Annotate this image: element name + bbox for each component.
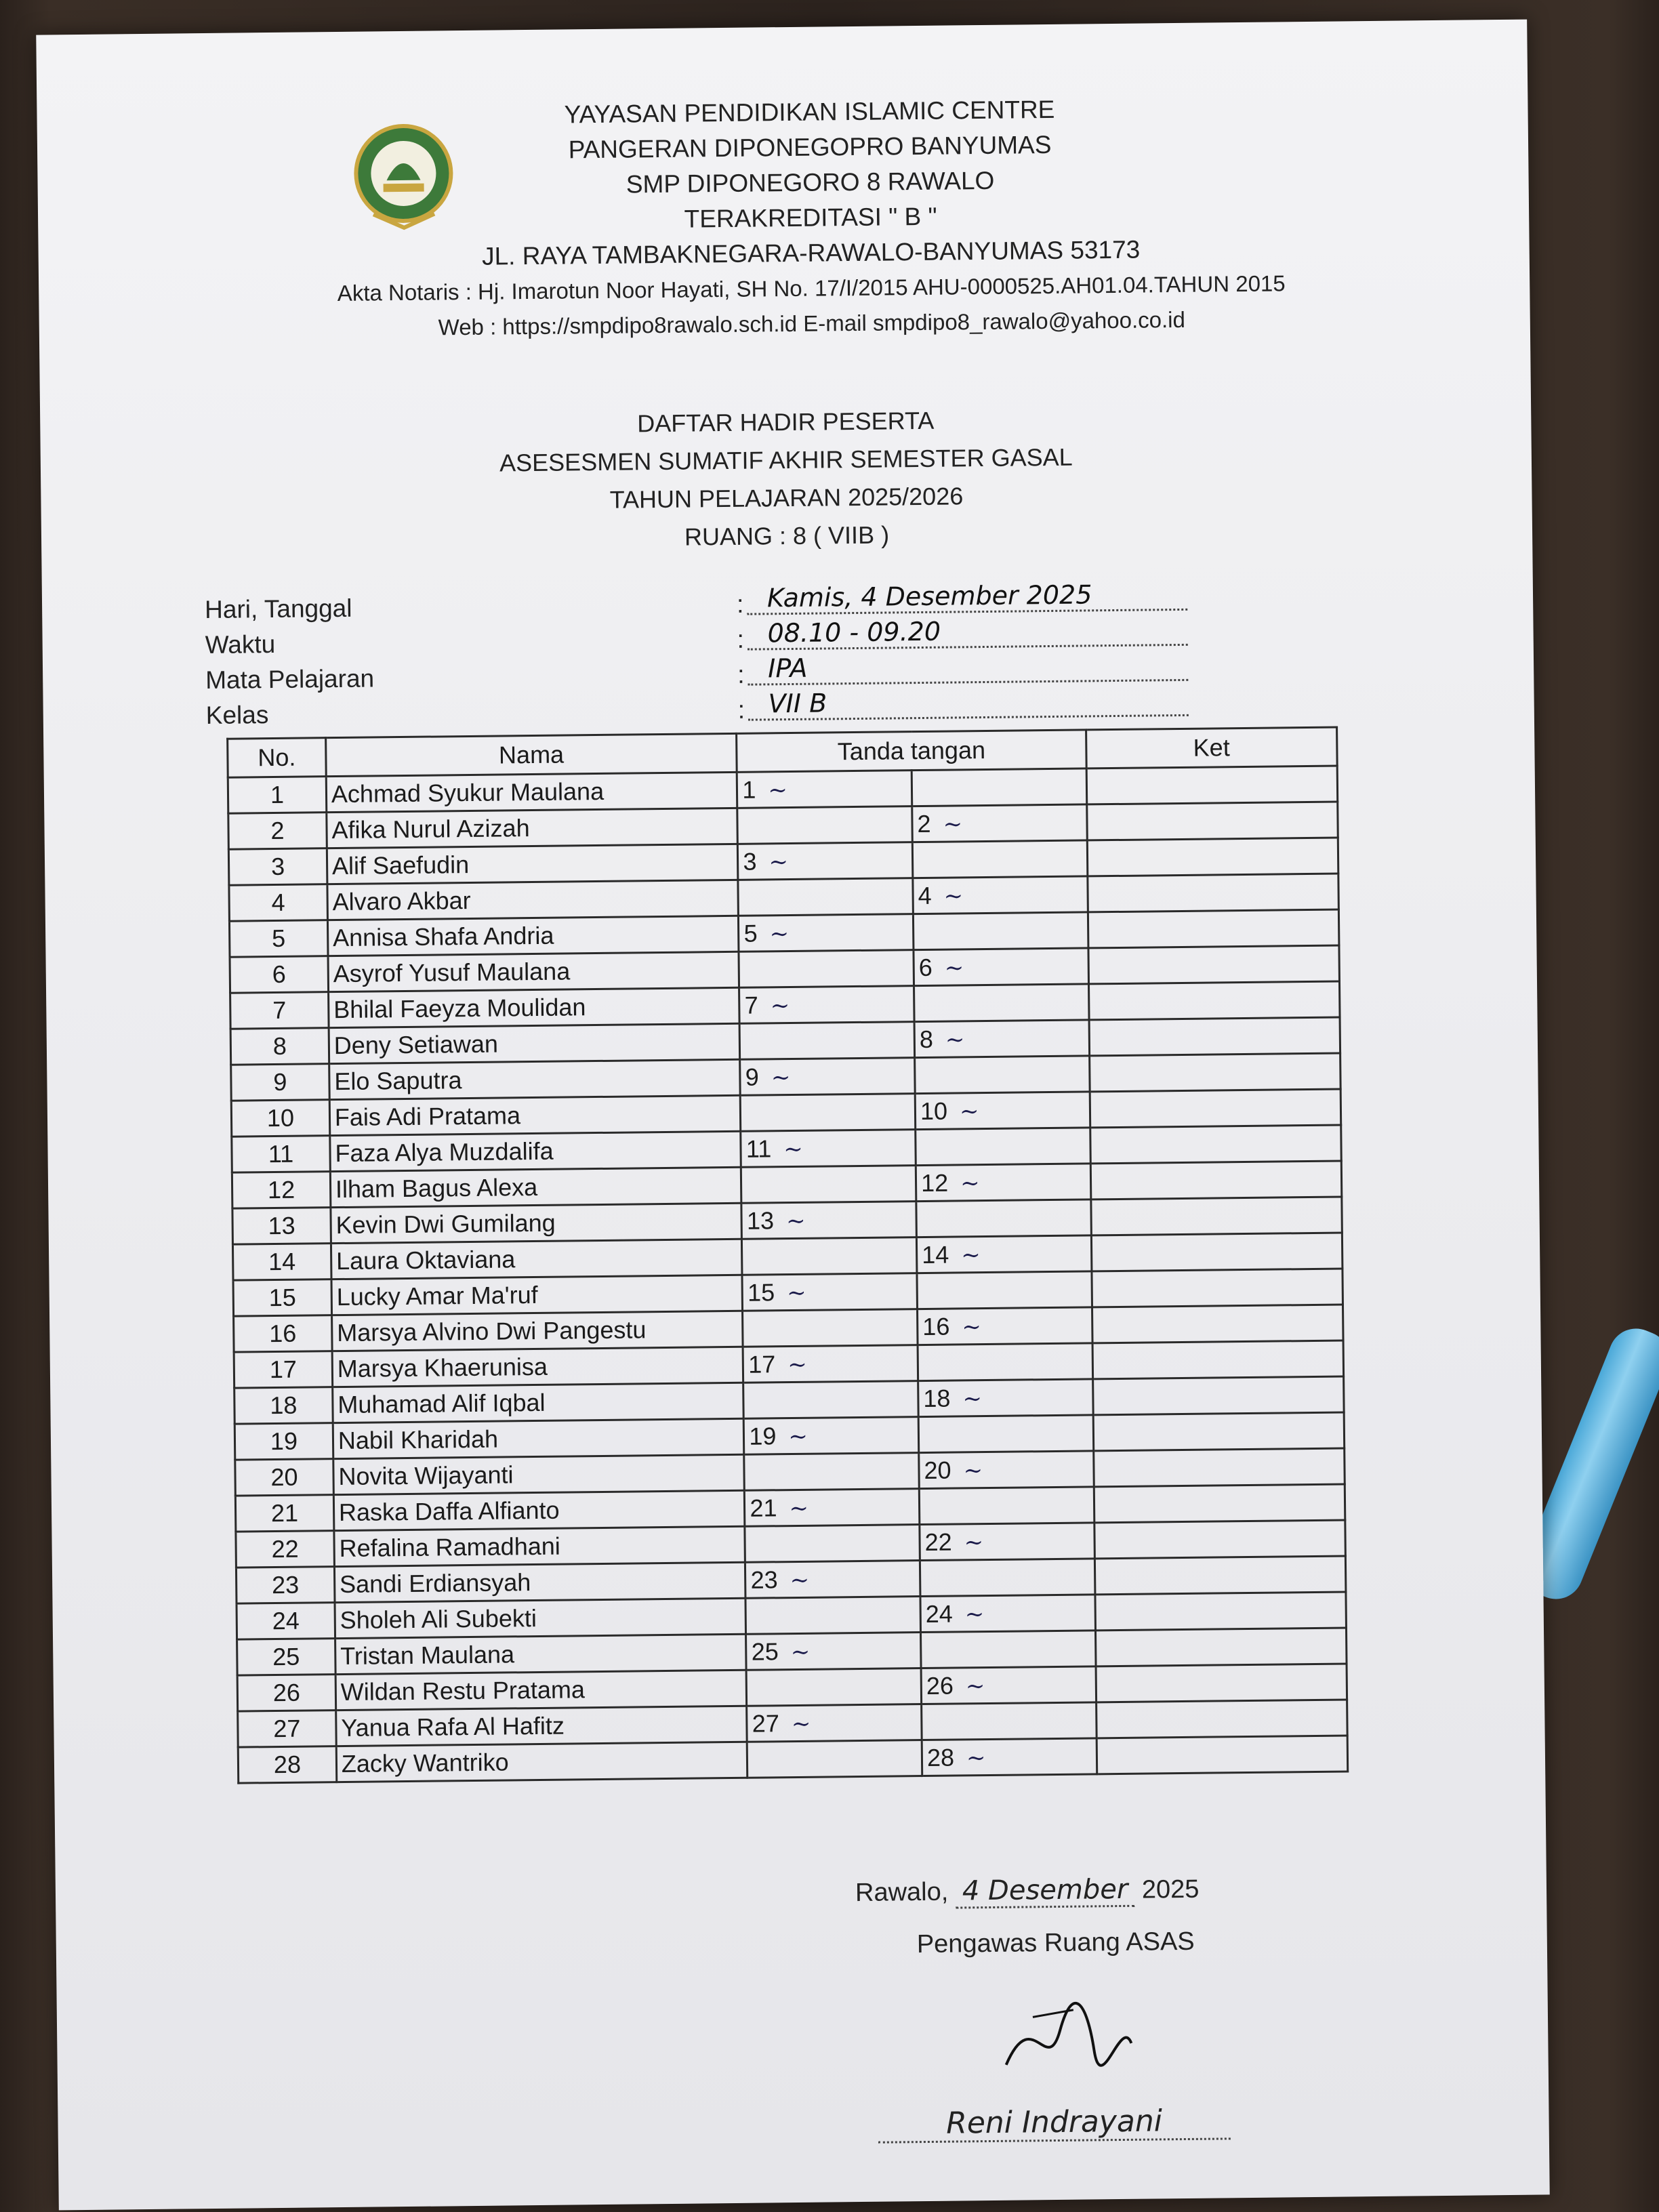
student-signature: ~ bbox=[788, 1422, 808, 1451]
signature-cell-left bbox=[744, 1453, 919, 1491]
note-cell bbox=[1090, 1125, 1341, 1164]
student-name: Annisa Shafa Andria bbox=[327, 916, 739, 956]
student-signature: ~ bbox=[966, 1744, 986, 1772]
student-signature: ~ bbox=[962, 1385, 983, 1413]
title-line: TAHUN PELAJARAN 2025/2026 bbox=[609, 482, 964, 514]
note-cell bbox=[1095, 1628, 1347, 1666]
row-number: 9 bbox=[231, 1064, 329, 1101]
letterhead-line: YAYASAN PENDIDIKAN ISLAMIC CENTRE bbox=[564, 95, 1055, 129]
note-cell bbox=[1097, 1736, 1348, 1774]
note-cell bbox=[1090, 1089, 1341, 1128]
student-signature: ~ bbox=[785, 1207, 806, 1235]
signature-cell-left: 25 ~ bbox=[746, 1633, 921, 1671]
row-number: 4 bbox=[229, 884, 327, 922]
student-name: Alif Saefudin bbox=[327, 844, 738, 884]
signature-cell-left bbox=[738, 878, 913, 916]
student-signature: ~ bbox=[964, 1529, 984, 1557]
meta-time: Waktu : 08.10 - 09.20 bbox=[205, 613, 1221, 659]
meta-value: IPA bbox=[747, 649, 1188, 686]
student-signature: ~ bbox=[768, 777, 788, 804]
student-signature: ~ bbox=[961, 1242, 981, 1269]
note-cell bbox=[1093, 1412, 1345, 1451]
signature-cell-right bbox=[922, 1702, 1097, 1740]
meta-value: 08.10 - 09.20 bbox=[747, 614, 1187, 651]
signature-cell-right bbox=[913, 912, 1088, 950]
student-signature: ~ bbox=[943, 882, 964, 910]
signature-cell-left bbox=[747, 1740, 922, 1778]
letterhead-line: SMP DIPONEGORO 8 RAWALO bbox=[626, 166, 995, 199]
student-name: Tristan Maulana bbox=[335, 1634, 746, 1674]
signature-cell-right bbox=[917, 1271, 1092, 1309]
signature-cell-left: 19 ~ bbox=[744, 1417, 919, 1455]
note-cell bbox=[1092, 1340, 1344, 1379]
student-name: Laura Oktaviana bbox=[331, 1239, 742, 1279]
header-no: No. bbox=[228, 738, 326, 778]
letterhead-notary: Akta Notaris : Hj. Imarotun Noor Hayati, SH No. 17/I/2015 AHU-0000525.AH01.04.TAHUN 2015 bbox=[337, 270, 1286, 306]
attendance-table bbox=[226, 726, 1349, 1784]
signature-cell-right bbox=[918, 1415, 1093, 1453]
note-cell bbox=[1096, 1700, 1347, 1738]
meta-class: Kelas : VII B bbox=[205, 684, 1222, 730]
row-number: 5 bbox=[229, 920, 327, 958]
note-cell bbox=[1086, 766, 1338, 804]
letterhead-line: PANGERAN DIPONEGOPRO BANYUMAS bbox=[568, 130, 1052, 164]
student-signature: ~ bbox=[959, 1098, 979, 1126]
signature-cell-right: 12 ~ bbox=[916, 1164, 1090, 1202]
signature-cell-left bbox=[739, 950, 914, 988]
signature-cell-left: 13 ~ bbox=[741, 1202, 916, 1240]
note-cell bbox=[1092, 1269, 1343, 1307]
signature-cell-right: 14 ~ bbox=[916, 1235, 1091, 1273]
student-name: Yanua Rafa Al Hafitz bbox=[336, 1706, 747, 1746]
student-name: Achmad Syukur Maulana bbox=[326, 772, 737, 812]
note-cell bbox=[1089, 1017, 1340, 1056]
row-number: 17 bbox=[234, 1351, 332, 1389]
row-number: 11 bbox=[232, 1136, 330, 1173]
student-signature: ~ bbox=[965, 1673, 985, 1700]
signature-cell-left: 21 ~ bbox=[745, 1489, 920, 1527]
signature-cell-left bbox=[743, 1309, 918, 1347]
signature-cell-right: 6 ~ bbox=[914, 948, 1088, 986]
signature-cell-left: 1 ~ bbox=[737, 771, 912, 808]
handwritten-date: 4 Desember bbox=[956, 1874, 1135, 1909]
supervisor-name: Reni Indrayani bbox=[878, 2103, 1231, 2143]
title-line: ASESESMEN SUMATIF AKHIR SEMESTER GASAL bbox=[499, 443, 1073, 477]
letterhead-line: TERAKREDITASI " B " bbox=[684, 202, 937, 233]
signature-cell-left: 15 ~ bbox=[742, 1273, 917, 1311]
row-number: 7 bbox=[230, 992, 329, 1029]
student-name: Deny Setiawan bbox=[329, 1023, 740, 1063]
student-signature: ~ bbox=[945, 1026, 965, 1054]
signature-cell-right bbox=[916, 1128, 1090, 1166]
note-cell bbox=[1086, 802, 1338, 840]
student-name: Alvaro Akbar bbox=[327, 880, 739, 920]
row-number: 24 bbox=[237, 1603, 335, 1640]
signature-cell-left: 3 ~ bbox=[738, 842, 913, 880]
signature-cell-right bbox=[921, 1631, 1096, 1668]
row-number: 25 bbox=[237, 1639, 335, 1676]
row-number: 18 bbox=[234, 1387, 333, 1425]
signature-cell-right: 8 ~ bbox=[914, 1020, 1089, 1058]
student-signature: ~ bbox=[786, 1279, 806, 1307]
student-signature: ~ bbox=[790, 1638, 811, 1666]
year-text: 2025 bbox=[1141, 1875, 1200, 1904]
exam-info bbox=[205, 578, 1223, 730]
student-name: Lucky Amar Ma'ruf bbox=[331, 1275, 743, 1315]
meta-label: Kelas bbox=[205, 701, 269, 730]
student-signature: ~ bbox=[964, 1601, 985, 1629]
letterhead-address: JL. RAYA TAMBAKNEGARA-RAWALO-BANYUMAS 53173 bbox=[481, 235, 1141, 270]
signature-cell-left bbox=[737, 806, 912, 844]
meta-value: Kamis, 4 Desember 2025 bbox=[747, 579, 1187, 615]
row-number: 28 bbox=[238, 1746, 336, 1784]
student-signature: ~ bbox=[783, 1135, 804, 1164]
row-number: 1 bbox=[228, 777, 326, 814]
row-number: 13 bbox=[232, 1208, 331, 1245]
signature-cell-right bbox=[916, 1200, 1091, 1237]
row-number: 15 bbox=[233, 1279, 331, 1317]
row-number: 16 bbox=[234, 1315, 332, 1353]
note-cell bbox=[1092, 1376, 1344, 1415]
signature-cell-left bbox=[742, 1237, 917, 1275]
signature-cell-right: 2 ~ bbox=[912, 804, 1087, 842]
signature-cell-left bbox=[745, 1525, 920, 1563]
note-cell bbox=[1088, 909, 1339, 948]
meta-value: VII B bbox=[747, 684, 1188, 721]
student-signature: ~ bbox=[770, 992, 790, 1020]
student-name: Bhilal Faeyza Moulidan bbox=[328, 987, 739, 1027]
student-name: Afika Nurul Azizah bbox=[327, 808, 738, 848]
signature-cell-right: 26 ~ bbox=[921, 1666, 1096, 1704]
student-name: Sholeh Ali Subekti bbox=[335, 1598, 746, 1638]
signature-cell-right: 28 ~ bbox=[922, 1738, 1097, 1776]
signature-cell-left: 23 ~ bbox=[745, 1561, 920, 1599]
school-letterhead bbox=[281, 89, 1340, 346]
signature-cell-right: 22 ~ bbox=[920, 1523, 1094, 1561]
student-name: Muhamad Alif Iqbal bbox=[333, 1382, 744, 1422]
student-name: Novita Wijayanti bbox=[333, 1454, 745, 1494]
signature-cell-left bbox=[741, 1166, 916, 1204]
signature-cell-left bbox=[739, 1022, 914, 1060]
student-name: Kevin Dwi Gumilang bbox=[331, 1203, 742, 1243]
note-cell bbox=[1095, 1592, 1347, 1631]
signature-cell-left bbox=[743, 1381, 918, 1419]
signature-block bbox=[855, 1872, 1330, 2141]
student-name: Sandi Erdiansyah bbox=[334, 1562, 745, 1602]
row-number: 6 bbox=[230, 956, 328, 994]
row-number: 8 bbox=[230, 1028, 329, 1065]
student-name: Marsya Khaerunisa bbox=[332, 1347, 743, 1387]
signature-cell-right: 18 ~ bbox=[918, 1379, 1093, 1417]
signature-cell-right: 16 ~ bbox=[918, 1307, 1092, 1345]
note-cell bbox=[1094, 1520, 1345, 1559]
signature-cell-left bbox=[746, 1668, 921, 1706]
student-name: Elo Saputra bbox=[329, 1059, 741, 1099]
note-cell bbox=[1094, 1484, 1345, 1523]
document-title bbox=[447, 400, 1126, 558]
signature-cell-left: 9 ~ bbox=[740, 1058, 915, 1096]
signature-cell-left: 17 ~ bbox=[743, 1345, 918, 1383]
signature-cell-left: 27 ~ bbox=[747, 1704, 922, 1742]
row-number: 12 bbox=[232, 1172, 330, 1209]
row-number: 22 bbox=[236, 1531, 334, 1568]
signature-cell-right bbox=[920, 1559, 1094, 1597]
signature-cell-right bbox=[915, 1056, 1090, 1094]
note-cell bbox=[1092, 1305, 1343, 1343]
meta-label: Hari, Tanggal bbox=[204, 594, 352, 624]
signature-cell-left bbox=[745, 1597, 920, 1635]
row-number: 3 bbox=[228, 848, 327, 886]
attendance-sheet bbox=[36, 20, 1549, 2211]
student-signature: ~ bbox=[962, 1313, 982, 1341]
signature-cell-right: 4 ~ bbox=[913, 876, 1088, 914]
student-name: Faza Alya Muzdalifa bbox=[330, 1131, 741, 1171]
supervisor-signature bbox=[992, 1989, 1142, 2085]
student-name: Raska Daffa Alfianto bbox=[333, 1490, 745, 1530]
note-cell bbox=[1090, 1161, 1342, 1200]
signature-cell-right: 10 ~ bbox=[915, 1092, 1090, 1130]
row-number: 21 bbox=[235, 1495, 333, 1532]
student-name: Asyrof Yusuf Maulana bbox=[328, 951, 739, 991]
header-name: Nama bbox=[326, 733, 737, 776]
student-signature: ~ bbox=[769, 920, 790, 948]
signature-cell-right bbox=[918, 1343, 1092, 1381]
signature-cell-left bbox=[741, 1094, 916, 1132]
student-signature: ~ bbox=[943, 811, 963, 838]
student-name: Refalina Ramadhani bbox=[334, 1526, 745, 1566]
signature-cell-right bbox=[914, 984, 1089, 1022]
row-number: 19 bbox=[234, 1423, 333, 1460]
student-name: Wildan Restu Pratama bbox=[335, 1670, 747, 1710]
note-cell bbox=[1090, 1197, 1342, 1235]
row-number: 23 bbox=[236, 1567, 334, 1604]
title-line: RUANG : 8 ( VIIB ) bbox=[684, 520, 890, 551]
signature-cell-right: 24 ~ bbox=[920, 1595, 1095, 1633]
note-cell bbox=[1091, 1233, 1343, 1271]
header-signature: Tanda tangan bbox=[737, 730, 1086, 772]
note-cell bbox=[1093, 1448, 1345, 1487]
student-signature: ~ bbox=[944, 954, 964, 982]
row-number: 2 bbox=[228, 813, 327, 850]
row-number: 27 bbox=[238, 1711, 336, 1748]
note-cell bbox=[1087, 838, 1338, 876]
signature-cell-right: 20 ~ bbox=[919, 1451, 1094, 1489]
note-cell bbox=[1096, 1664, 1347, 1702]
row-number: 26 bbox=[237, 1675, 335, 1712]
meta-label: Mata Pelajaran bbox=[205, 664, 375, 695]
student-name: Marsya Alvino Dwi Pangestu bbox=[331, 1311, 743, 1351]
student-name: Zacky Wantriko bbox=[336, 1742, 747, 1782]
student-name: Fais Adi Pratama bbox=[329, 1095, 741, 1135]
note-cell bbox=[1087, 874, 1338, 912]
title-line: DAFTAR HADIR PESERTA bbox=[637, 406, 935, 438]
student-signature: ~ bbox=[787, 1351, 808, 1379]
signature-cell-left: 7 ~ bbox=[739, 986, 914, 1024]
student-signature: ~ bbox=[960, 1170, 980, 1197]
note-cell bbox=[1088, 981, 1340, 1020]
supervisor-role: Pengawas Ruang ASAS bbox=[916, 1927, 1195, 1959]
student-signature: ~ bbox=[963, 1457, 983, 1485]
student-name: Ilham Bagus Alexa bbox=[330, 1167, 741, 1207]
signature-cell-left: 11 ~ bbox=[741, 1130, 916, 1168]
place-text: Rawalo, bbox=[855, 1877, 949, 1908]
signature-cell-right bbox=[912, 769, 1086, 806]
signature-cell-right bbox=[912, 840, 1087, 878]
student-signature: ~ bbox=[769, 848, 789, 876]
student-name: Nabil Kharidah bbox=[333, 1418, 744, 1458]
note-cell bbox=[1094, 1556, 1346, 1595]
signature-cell-right bbox=[919, 1487, 1094, 1525]
meta-subject: Mata Pelajaran : IPA bbox=[205, 649, 1222, 695]
student-signature: ~ bbox=[790, 1566, 810, 1595]
letterhead-contact: Web : https://smpdipo8rawalo.sch.id E-mail smpdipo8_rawalo@yahoo.co.id bbox=[438, 306, 1186, 340]
place-date bbox=[855, 1872, 1330, 1917]
meta-day: Hari, Tanggal : Kamis, 4 Desember 2025 bbox=[205, 578, 1221, 624]
student-signature: ~ bbox=[771, 1064, 791, 1092]
header-note: Ket bbox=[1086, 727, 1337, 769]
row-number: 10 bbox=[231, 1100, 329, 1137]
student-signature: ~ bbox=[789, 1494, 809, 1523]
note-cell bbox=[1088, 945, 1340, 984]
meta-label: Waktu bbox=[205, 630, 276, 659]
signature-cell-left: 5 ~ bbox=[739, 914, 914, 952]
row-number: 20 bbox=[235, 1459, 333, 1496]
note-cell bbox=[1089, 1053, 1340, 1092]
row-number: 14 bbox=[232, 1244, 331, 1281]
student-signature: ~ bbox=[791, 1710, 811, 1738]
